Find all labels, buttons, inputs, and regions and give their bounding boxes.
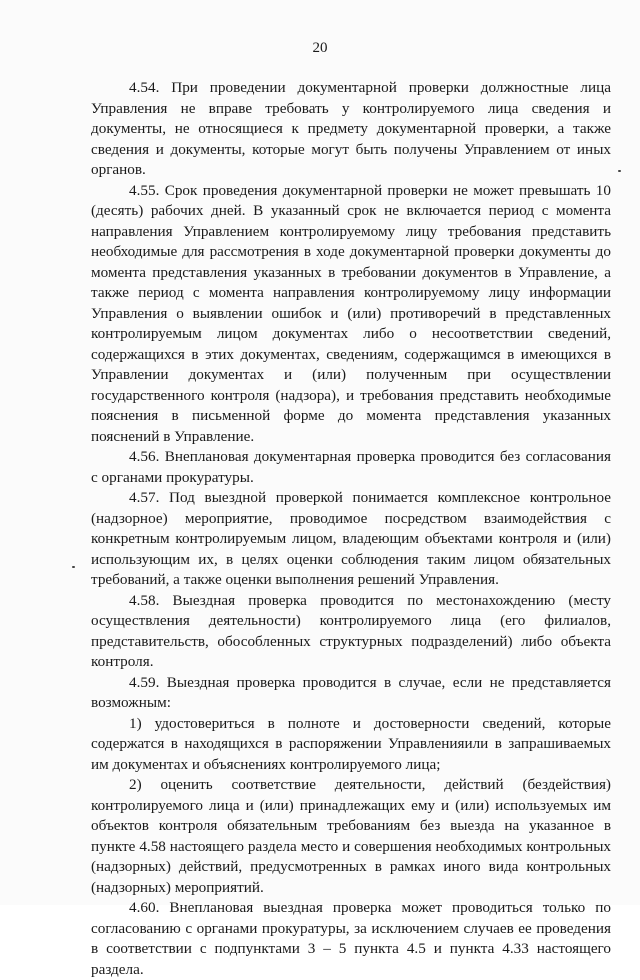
scan-artifact-dot bbox=[618, 170, 621, 172]
paragraph-4-58: 4.58. Выездная проверка проводится по местонахождению (месту осуществления деятельности) контролируемого лица (его филиалов, представительств, обособленных структурных подразделений) либо объекта контроля. bbox=[91, 591, 611, 670]
page-number: 20 bbox=[312, 40, 328, 56]
paragraph-4-60: 4.60. Внеплановая выездная проверка может проводиться только по согласованию с органами прокуратуры, за исключением случаев ее проведения в соответствии с подпунктами 3 – 5 пункта 4.5 и пункта 4.33 настоящего раздела. bbox=[91, 899, 611, 978]
scan-artifact-dot bbox=[72, 566, 75, 568]
document-body bbox=[91, 78, 611, 980]
paragraph-4-55: 4.55. Срок проведения документарной проверки не может превышать 10 (десять) рабочих дней. В указанный срок не включается период с момента направления Управлением контролируемому лицу требования представить необходимые для рассмотрения в ходе документарной проверки документы до момента представления указанных в требовании документов в Управление, а также период с момента направления контролируемому лицу информации Управления о выявлении ошибок и (или) противоречий в представленных контролируемым лицом документах либо о несоответствии сведений, содержащихся в этих документах, сведениям, содержащимся в имеющихся в Управлении документах и (или) полученным при осуществлении государственного контроля (надзора), и требования представить необходимые пояснения в письменной форме до момента представления указанных пояснений в Управление. bbox=[91, 181, 611, 445]
paragraph-4-59-item-1: 1) удостовериться в полноте и достоверности сведений, которые содержатся в находящихся в распоряжении Управленияили в запрашиваемых им документах и объяснениях контролируемого лица; bbox=[91, 714, 611, 773]
paragraph-4-54: 4.54. При проведении документарной проверки должностные лица Управления не вправе требовать у контролируемого лица сведения и документы, не относящиеся к предмету документарной проверки, а также сведения и документы, которые могут быть получены Управлением от иных органов. bbox=[91, 79, 611, 178]
paragraph-4-57: 4.57. Под выездной проверкой понимается комплексное контрольное (надзорное) мероприятие, проводимое посредством взаимодействия с конкретным контролируемым лицом, владеющим объектами контроля и (или) использующим их, в целях оценки соблюдения таким лицом обязательных требований, а также оценки выполнения решений Управления. bbox=[91, 489, 611, 588]
paragraph-4-56: 4.56. Внеплановая документарная проверка проводится без согласования с органами прокуратуры. bbox=[91, 448, 611, 486]
paragraph-4-59-item-2: 2) оценить соответствие деятельности, действий (бездействия) контролируемого лица и (или) принадлежащих ему и (или) используемых им объектов контроля обязательным требованиям без выезда на указанное в пункте 4.58 настоящего раздела место и совершения необходимых контрольных (надзорных) действий, предусмотренных в рамках иного вида контрольных (надзорных) мероприятий. bbox=[91, 776, 611, 896]
paragraph-4-59: 4.59. Выездная проверка проводится в случае, если не представляется возможным: bbox=[91, 673, 611, 711]
